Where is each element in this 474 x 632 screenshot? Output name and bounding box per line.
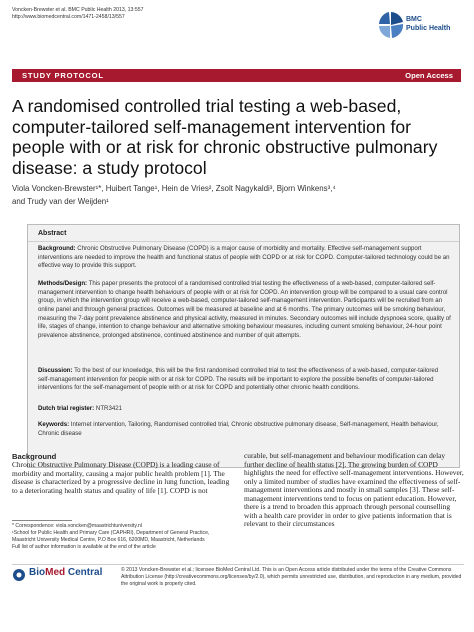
- trial-register-id: NTR3421: [95, 405, 123, 412]
- abstract-discussion-text: To the best of our knowledge, this will be the first randomised controlled trial to test the effectiveness of a web-based, computer-tailored self-management intervention for people with or at risk for COPD. The results will be important to explore the possible benefits of computer-tailored interventions for the self-management of people with or at risk for COPD and potentially other chronic health conditions.: [38, 367, 439, 392]
- journal-logo-icon: [376, 10, 406, 40]
- footnote-divider: [12, 520, 72, 521]
- author-info-note: Full list of author information is available at the end of the article: [12, 543, 156, 550]
- abstract-background-text: Chronic Obstructive Pulmonary Disease (COPD) is a major cause of morbidity and mortality. Effective self-management support interventions are needed to improve the health and functional status of people with COPD or at risk for COPD. Computer-tailored technology could be an effective way to provide this support.: [38, 245, 450, 270]
- journal-logo: [376, 6, 460, 46]
- abstract-methods-text: This paper presents the protocol of a randomised controlled trial testing the effectiveness of a web-based, computer-tailored self-management intervention to change health behaviours of people with or at risk for COPD. An intervention group will be compared to a usual care control group, in which the intervention group will receive a web-based, computer-tailored self-management intervention. Participants will be recruited from an online panel and through general practices. Outcomes will be measured at baseline and at 6 months. The primary outcomes will be smoking behaviour, measuring the 7-day point prevalence abstinence and physical activity, measured in minutes. Secondary outcomes will include dyspnoea score, quality of life, stages of change, intention to change behaviour and alternative smoking behaviour measures, including current smoking behaviour, 24-hour point prevalence abstinence, prolonged abstinence, continued abstinence and number of quit attempts.: [38, 280, 451, 339]
- author-list: [12, 182, 464, 209]
- page-divider: [12, 564, 464, 565]
- logo-line-1: BMC: [406, 16, 422, 23]
- biomed-central-logo: [12, 567, 103, 583]
- footnotes: [12, 523, 231, 551]
- abstract-discussion-label: Discussion:: [38, 367, 73, 374]
- keywords-text: Internet intervention, Tailoring, Randomised controlled trial, Chronic obstructive pulmonary disease, Self-management, Health behaviour, Chronic disease: [38, 421, 439, 437]
- logo-bio: Bio: [29, 567, 46, 578]
- affiliation-note: ¹School for Public Health and Primary Care (CAPHRI), Department of General Practice, Maastricht University Medical Centre, P.O Box 616, 6200MD, Maastricht, Netherlands: [12, 529, 210, 543]
- background-column-1: Chronic Obstructive Pulmonary Disease (COPD) is a leading cause of morbidity and mortality, causing a major public health problem [1]. The disease is characterized by a progressive decline in lung function, leading to a deteriorating health status and quality of life [1]. COPD is not: [12, 460, 230, 495]
- biomed-central-icon: [12, 568, 26, 582]
- keywords-label: Keywords:: [38, 421, 70, 428]
- abstract-methods: [38, 280, 451, 340]
- abstract-discussion: [38, 367, 451, 393]
- abstract-box: [27, 224, 460, 468]
- trial-register-label: Dutch trial register:: [38, 405, 95, 412]
- background-heading: Background: [12, 452, 57, 461]
- logo-line-2: Public Health: [406, 24, 451, 32]
- abstract-heading: Abstract: [38, 230, 67, 237]
- author-line-1: Viola Voncken-Brewster¹*, Huibert Tange¹, Hein de Vries², Zsolt Nagykaldi³, Bjorn Winkens³,⁴: [12, 184, 336, 193]
- citation-url[interactable]: http://www.biomedcentral.com/1471-2458/13/557: [12, 14, 125, 20]
- article-type-banner: [12, 69, 461, 82]
- citation-header: [12, 7, 144, 21]
- logo-central: Central: [65, 567, 103, 578]
- copyright-notice: © 2013 Voncken-Brewster et al.; licensee BioMed Central Ltd. This is an Open Access article distributed under the terms of the Creative Commons Attribution License (http://creativecommons.org/licenses/by/2.0), which permits unrestricted use, distribution, and reproduction in any medium, provided the original work is properly cited.: [121, 567, 462, 587]
- author-line-2: and Trudy van der Weijden¹: [12, 197, 109, 207]
- abstract-background: [38, 245, 451, 271]
- abstract-background-label: Background:: [38, 245, 76, 252]
- background-column-2: curable, but self-management and behaviour modification can delay further decline of health status [2]. The growing burden of COPD highlights the need for effective self-management interventions. However, only a limited number of studies have examined the effectiveness of self-management interventions and mostly in small samples [3]. These self-management interventions tend to focus on patient education. However, there is a trend to broaden this approach through personal counselling with a health care provider in order to give patients information that is relevant to their circumstances: [244, 451, 464, 528]
- abstract-methods-label: Methods/Design:: [38, 280, 88, 287]
- logo-med: Med: [45, 567, 66, 578]
- open-access-label: Open Access: [405, 71, 453, 80]
- article-title: A randomised controlled trial testing a web-based, computer-tailored self-management intervention for people with or at risk for chronic obstructive pulmonary disease: a study protocol: [12, 96, 438, 178]
- correspondence-note: * Correspondence: viola.voncken@maastrichtuniversity.nl: [12, 523, 142, 529]
- article-type-label: STUDY PROTOCOL: [22, 71, 104, 80]
- abstract-keywords: [38, 421, 451, 438]
- abstract-trial-register: [38, 405, 451, 414]
- citation-line-1: Voncken-Brewster et al. BMC Public Health 2013, 13:557: [12, 7, 144, 13]
